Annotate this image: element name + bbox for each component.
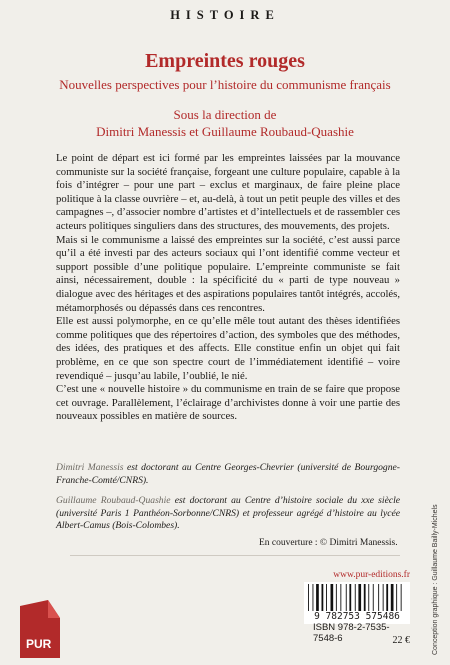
blurb-paragraph: Elle est aussi polymorphe, en ce qu’elle mêle tout autant des thèses identifiées comme politiques que des répertoires d’action, des symboles que des méthodes, des idées, des pratiques et des affects. Elle constitue enfin un objet qui fait problème, en ce que son spectre court de l’immédiatement identifié – voire revendiqué – jusqu’au labile, l’oublié, le nié.	[56, 315, 400, 382]
collection-name: HISTOIRE	[170, 8, 280, 22]
author-bios	[56, 462, 400, 541]
divider	[70, 555, 400, 556]
publisher-url: www.pur-editions.fr	[333, 570, 410, 580]
author-bio-text: est doctorant au Centre Georges-Chevrier (université de Bourgogne-Franche-Comté/CNRS).	[56, 462, 400, 486]
editors-names: Dimitri Manessis et Guillaume Roubaud-Quashie	[96, 124, 354, 139]
book-subtitle: Nouvelles perspectives pour l’histoire du communisme français	[59, 77, 391, 92]
barcode-digits: 9 782753 575486	[304, 611, 410, 623]
design-credit	[428, 504, 448, 655]
blurb-paragraph: C’est une « nouvelle histoire » du communisme en train de se faire que propose cet ouvrage. Parallèlement, l’éclairage d’archivistes donne à voir une partie des nouveaux possibles en matière de sources.	[56, 383, 400, 423]
cover-credit: En couverture : © Dimitri Manessis.	[259, 538, 398, 548]
design-credit-text: Conception graphique : Guillaume Bailly-Michels	[432, 504, 439, 655]
price: 22 €	[392, 635, 410, 646]
editors-intro: Sous la direction de	[173, 107, 277, 122]
blurb	[56, 152, 400, 424]
author-bio	[56, 462, 400, 487]
editors-block	[0, 106, 450, 140]
book-title: Empreintes rouges	[145, 50, 305, 72]
author-bio	[56, 495, 400, 533]
author-name: Guillaume Roubaud-Quashie	[56, 495, 171, 506]
blurb-paragraph: Mais si le communisme a laissé des empreintes sur la société, c’est aussi parce qu’il a été investi par des acteurs sociaux qui l’ont identifié comme vecteur et support possible d’une politique populaire. L’empreinte communiste se fait ainsi, nécessairement, double : la spécificité du « parti de type nouveau » dialogue avec des héritages et des aspirations populaires tantôt intégrés, accolés, métamorphosés ou dépassés dans ces rencontres.	[56, 233, 400, 314]
author-name: Dimitri Manessis	[56, 462, 124, 473]
publisher-logo	[18, 600, 62, 660]
logo-text: PUR	[26, 637, 52, 651]
isbn: ISBN 978-2-7535-7548-6	[313, 622, 390, 644]
author-bio-text: est doctorant au Centre d’histoire sociale du xxe siècle (université Paris 1 Panthéon-Sorbonne/CNRS) et professeur agrégé d’histoire au lycée Albert-Camus (Bois-Colombes).	[56, 495, 401, 531]
blurb-paragraph: Le point de départ est ici formé par les empreintes laissées par la mouvance communiste sur la société française, forgeant une culture populaire, capable à la fois d’intégrer – pour une part – exclus et marginaux, de faire pleine place politique à la classe ouvrière – et, au-delà, à tout un petit peuple des villes et des campagnes –, d’associer nombre d’artistes et d’intellectuels et de rassembler ces acteurs politiques singuliers dans des structures, des mouvements, des projets.	[56, 152, 400, 232]
